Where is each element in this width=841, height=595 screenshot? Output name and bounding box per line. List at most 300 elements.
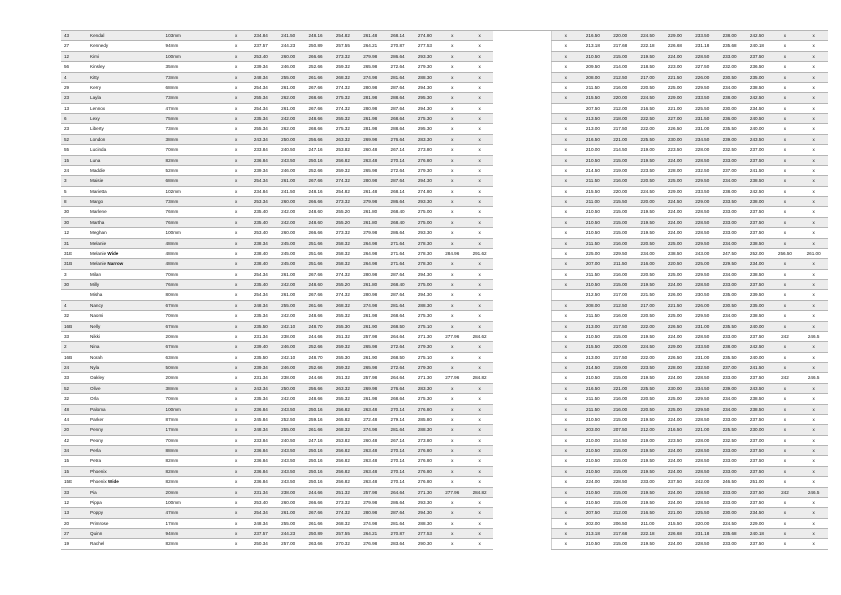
right-size-value: 223.00 bbox=[661, 62, 688, 72]
right-size-value: 215.00 bbox=[607, 331, 634, 341]
right-size-value: 222.00 bbox=[634, 124, 661, 134]
row-length: 38mm bbox=[163, 134, 226, 144]
right-size-value: 216.00 bbox=[607, 311, 634, 321]
right-size-value: 214.50 bbox=[607, 145, 634, 155]
right-size-value: 219.50 bbox=[634, 207, 661, 217]
row-number: 15 bbox=[61, 456, 87, 466]
left-size-value: 287.64 bbox=[384, 176, 411, 186]
right-size-value: 233.00 bbox=[716, 217, 743, 227]
right-size-value: 239.00 bbox=[716, 383, 743, 393]
right-size-value: 239.00 bbox=[716, 134, 743, 144]
left-size-value: 253.40 bbox=[247, 228, 274, 238]
right-size-value: x bbox=[799, 51, 828, 61]
left-size-value: x bbox=[225, 114, 247, 124]
left-size-value: 280.98 bbox=[357, 508, 384, 518]
left-size-value: x bbox=[466, 466, 493, 476]
left-size-value: 250.16 bbox=[302, 404, 329, 414]
right-size-value: x bbox=[552, 238, 579, 248]
left-size-value: 269.98 bbox=[357, 134, 384, 144]
row-length: 68mm bbox=[163, 82, 226, 92]
right-size-value: 226.68 bbox=[661, 529, 688, 539]
right-size-value: x bbox=[552, 228, 579, 238]
left-size-value: 252.66 bbox=[302, 62, 329, 72]
right-size-value: 235.68 bbox=[716, 41, 743, 51]
right-size-value: 215.50 bbox=[607, 197, 634, 207]
left-size-value: 278.30 bbox=[411, 248, 438, 258]
left-size-value: 244.23 bbox=[275, 41, 302, 51]
left-size-value: 256.82 bbox=[329, 466, 356, 476]
right-size-value: 212.50 bbox=[607, 72, 634, 82]
left-size-value: 275.30 bbox=[411, 114, 438, 124]
column-gap bbox=[493, 311, 552, 321]
row-number: 30 bbox=[61, 207, 87, 217]
right-size-value: 233.50 bbox=[689, 342, 716, 352]
name-text: Melanie bbox=[90, 261, 107, 267]
row-name bbox=[87, 31, 163, 41]
right-size-value: 229.00 bbox=[743, 518, 770, 528]
left-size-value: x bbox=[466, 456, 493, 466]
right-size-value: x bbox=[799, 145, 828, 155]
right-size-value: 242.50 bbox=[743, 31, 770, 41]
column-gap bbox=[493, 394, 552, 404]
left-size-value: 261.98 bbox=[357, 394, 384, 404]
right-size-value: x bbox=[552, 529, 579, 539]
right-size-value: x bbox=[552, 342, 579, 352]
right-size-value: 233.00 bbox=[716, 373, 743, 383]
left-size-value: 264.21 bbox=[357, 41, 384, 51]
table-row bbox=[61, 383, 828, 393]
right-size-value: x bbox=[552, 487, 579, 497]
row-number: 4 bbox=[61, 300, 87, 310]
right-size-value: x bbox=[771, 404, 800, 414]
right-size-value: x bbox=[771, 134, 800, 144]
right-size-value: 233.00 bbox=[716, 331, 743, 341]
left-size-value: 287.64 bbox=[384, 508, 411, 518]
left-size-value: 250.16 bbox=[302, 477, 329, 487]
left-size-value: 250.00 bbox=[275, 383, 302, 393]
right-size-value: 210.00 bbox=[579, 435, 606, 445]
right-size-value: x bbox=[552, 394, 579, 404]
right-size-value: 238.50 bbox=[743, 311, 770, 321]
row-length: 63mm bbox=[163, 352, 226, 362]
column-gap bbox=[493, 342, 552, 352]
right-size-value: 220.00 bbox=[607, 186, 634, 196]
right-size-value: 202.00 bbox=[579, 518, 606, 528]
left-size-value: 238.40 bbox=[247, 248, 274, 258]
right-size-value: x bbox=[799, 217, 828, 227]
right-size-value: 215.50 bbox=[579, 186, 606, 196]
row-name bbox=[87, 466, 163, 476]
right-size-value: 212.50 bbox=[607, 300, 634, 310]
left-size-value: 264.64 bbox=[384, 331, 411, 341]
row-name bbox=[87, 124, 163, 134]
table-row bbox=[61, 487, 828, 497]
table-row bbox=[61, 497, 828, 507]
left-size-value: x bbox=[225, 508, 247, 518]
left-size-value: 259.32 bbox=[329, 165, 356, 175]
row-number: 32 bbox=[61, 394, 87, 404]
left-size-value: 245.00 bbox=[275, 238, 302, 248]
left-size-value: 239.40 bbox=[247, 342, 274, 352]
right-size-value: 219.50 bbox=[634, 228, 661, 238]
right-size-value: 233.50 bbox=[689, 31, 716, 41]
right-size-value: x bbox=[552, 186, 579, 196]
row-name bbox=[87, 290, 163, 300]
right-size-value: 220.00 bbox=[607, 93, 634, 103]
name-text: Margo bbox=[90, 199, 104, 204]
row-length: 73mm bbox=[163, 72, 226, 82]
left-size-value: 276.80 bbox=[411, 456, 438, 466]
right-size-value: 225.50 bbox=[634, 383, 661, 393]
left-size-value: 242.10 bbox=[275, 321, 302, 331]
left-size-value: 261.48 bbox=[357, 186, 384, 196]
right-size-value: x bbox=[771, 62, 800, 72]
left-size-value: 266.66 bbox=[302, 51, 329, 61]
left-size-value: 279.30 bbox=[411, 62, 438, 72]
left-size-value: 271.64 bbox=[384, 259, 411, 269]
left-size-value: x bbox=[225, 72, 247, 82]
table-row bbox=[61, 311, 828, 321]
right-size-value: 239.50 bbox=[743, 290, 770, 300]
right-size-value: 226.00 bbox=[661, 290, 688, 300]
right-size-value: x bbox=[799, 238, 828, 248]
left-size-value: x bbox=[466, 93, 493, 103]
left-size-value: 242.00 bbox=[275, 280, 302, 290]
right-size-value: x bbox=[552, 331, 579, 341]
left-size-value: 236.84 bbox=[247, 456, 274, 466]
right-size-value: 233.00 bbox=[716, 539, 743, 549]
left-size-value: 277.96 bbox=[439, 487, 466, 497]
right-size-value: 219.50 bbox=[634, 373, 661, 383]
row-length: 100mm bbox=[163, 51, 226, 61]
left-size-value: x bbox=[439, 529, 466, 539]
row-number: 20 bbox=[61, 425, 87, 435]
right-size-value: 226.00 bbox=[689, 300, 716, 310]
right-size-value: 242 bbox=[771, 487, 800, 497]
row-number: 12 bbox=[61, 228, 87, 238]
table-row bbox=[61, 414, 828, 424]
name-text: Lexy bbox=[90, 116, 100, 121]
right-size-value: 224.50 bbox=[716, 518, 743, 528]
right-size-value: x bbox=[552, 539, 579, 549]
left-size-value: x bbox=[225, 394, 247, 404]
right-size-value: 225.50 bbox=[716, 425, 743, 435]
left-size-value: 266.66 bbox=[302, 197, 329, 207]
left-size-value: 269.98 bbox=[357, 383, 384, 393]
row-name bbox=[87, 363, 163, 373]
table-row bbox=[61, 425, 828, 435]
right-size-value: 237.50 bbox=[743, 228, 770, 238]
right-size-value: 234.50 bbox=[689, 134, 716, 144]
right-size-value: 234.00 bbox=[716, 269, 743, 279]
right-size-value: x bbox=[771, 217, 800, 227]
right-size-value: x bbox=[771, 51, 800, 61]
left-size-value: x bbox=[225, 145, 247, 155]
left-size-value: 255.32 bbox=[329, 394, 356, 404]
left-size-value: 248.34 bbox=[247, 72, 274, 82]
row-name bbox=[87, 435, 163, 445]
left-size-value: x bbox=[225, 446, 247, 456]
right-size-value: 224.00 bbox=[661, 155, 688, 165]
row-number: 23 bbox=[61, 124, 87, 134]
left-size-value: 250.89 bbox=[302, 529, 329, 539]
left-size-value: 266.66 bbox=[302, 497, 329, 507]
left-size-value: 277.96 bbox=[439, 373, 466, 383]
row-length: 76mm bbox=[163, 280, 226, 290]
left-size-value: 284.62 bbox=[466, 331, 493, 341]
name-text: Oakley bbox=[90, 375, 105, 381]
right-size-value: 231.50 bbox=[689, 114, 716, 124]
left-size-value: x bbox=[225, 352, 247, 362]
left-size-value: 239.34 bbox=[247, 165, 274, 175]
right-size-value: 237.50 bbox=[743, 414, 770, 424]
left-size-value: 246.00 bbox=[275, 363, 302, 373]
left-size-value: 238.00 bbox=[275, 373, 302, 383]
left-size-value: 246.00 bbox=[275, 342, 302, 352]
right-size-value: x bbox=[771, 539, 800, 549]
left-size-value: 255.20 bbox=[329, 207, 356, 217]
left-size-value: 231.34 bbox=[247, 331, 274, 341]
left-size-value: 241.50 bbox=[275, 186, 302, 196]
right-size-value: x bbox=[552, 414, 579, 424]
row-length: 73mm bbox=[163, 93, 226, 103]
row-name bbox=[87, 114, 163, 124]
right-size-value: 207.00 bbox=[579, 259, 606, 269]
left-size-value: 261.00 bbox=[275, 82, 302, 92]
right-size-value: x bbox=[771, 446, 800, 456]
right-size-value: 210.50 bbox=[579, 217, 606, 227]
left-size-value: x bbox=[225, 497, 247, 507]
right-size-value: 215.00 bbox=[607, 497, 634, 507]
right-size-value: 230.50 bbox=[716, 72, 743, 82]
left-size-value: x bbox=[466, 217, 493, 227]
left-size-value: 294.30 bbox=[411, 176, 438, 186]
left-size-value: 265.98 bbox=[357, 363, 384, 373]
right-size-value: x bbox=[552, 446, 579, 456]
left-size-value: 267.66 bbox=[302, 103, 329, 113]
right-size-value: 232.50 bbox=[689, 363, 716, 373]
left-size-value: 267.66 bbox=[302, 290, 329, 300]
right-size-value: 234.50 bbox=[689, 383, 716, 393]
row-number: 6 bbox=[61, 114, 87, 124]
right-size-value: 217.50 bbox=[607, 321, 634, 331]
left-size-value: 272.64 bbox=[384, 342, 411, 352]
right-size-value: 235.00 bbox=[743, 300, 770, 310]
name-text: Rachel bbox=[90, 541, 105, 547]
right-size-value: x bbox=[771, 176, 800, 186]
left-size-value: 235.34 bbox=[247, 311, 274, 321]
left-size-value: 254.34 bbox=[247, 508, 274, 518]
right-size-value: x bbox=[552, 373, 579, 383]
left-size-value: 281.98 bbox=[357, 93, 384, 103]
right-size-value: 214.50 bbox=[579, 165, 606, 175]
right-size-value: 216.50 bbox=[579, 134, 606, 144]
right-size-value: 235.68 bbox=[716, 529, 743, 539]
row-number: 8 bbox=[61, 197, 87, 207]
right-size-value: 213.00 bbox=[579, 124, 606, 134]
column-gap bbox=[493, 280, 552, 290]
right-size-value: 212.00 bbox=[607, 508, 634, 518]
row-length: 67mm bbox=[163, 300, 226, 310]
name-text: Parker bbox=[90, 416, 104, 422]
right-size-value: x bbox=[771, 394, 800, 404]
column-gap bbox=[493, 383, 552, 393]
left-size-value: x bbox=[466, 529, 493, 539]
left-size-value: 235.40 bbox=[247, 217, 274, 227]
row-name bbox=[87, 51, 163, 61]
right-size-value: 234.00 bbox=[716, 238, 743, 248]
left-size-value: x bbox=[225, 529, 247, 539]
right-size-value: x bbox=[552, 155, 579, 165]
right-size-value: 213.50 bbox=[579, 114, 606, 124]
row-name bbox=[87, 446, 163, 456]
right-size-value: 211.50 bbox=[579, 394, 606, 404]
table-row bbox=[61, 155, 828, 165]
left-size-value: 273.32 bbox=[329, 228, 356, 238]
table-row bbox=[61, 477, 828, 487]
right-size-value: x bbox=[799, 529, 828, 539]
table-row bbox=[61, 176, 828, 186]
left-size-value: x bbox=[466, 342, 493, 352]
right-size-value: x bbox=[771, 497, 800, 507]
row-number: 55 bbox=[61, 145, 87, 155]
right-size-value: x bbox=[771, 197, 800, 207]
row-length: 100mm bbox=[163, 228, 226, 238]
right-size-value: x bbox=[799, 103, 828, 113]
left-size-value: 279.98 bbox=[357, 197, 384, 207]
right-size-value: x bbox=[771, 425, 800, 435]
left-size-value: 253.82 bbox=[329, 145, 356, 155]
right-size-value: 228.50 bbox=[689, 497, 716, 507]
table-row bbox=[61, 31, 828, 41]
column-gap bbox=[493, 72, 552, 82]
right-size-value: 240.00 bbox=[743, 321, 770, 331]
left-size-value: 279.98 bbox=[357, 228, 384, 238]
left-size-value: 235.50 bbox=[247, 321, 274, 331]
left-size-value: x bbox=[225, 477, 247, 487]
left-size-value: 251.32 bbox=[329, 331, 356, 341]
right-size-value: 228.50 bbox=[689, 487, 716, 497]
row-name bbox=[87, 404, 163, 414]
right-size-value: x bbox=[771, 435, 800, 445]
row-name bbox=[87, 259, 163, 269]
right-size-value: 220.50 bbox=[634, 269, 661, 279]
right-size-value: x bbox=[552, 456, 579, 466]
right-size-value: 207.50 bbox=[607, 425, 634, 435]
row-name bbox=[87, 93, 163, 103]
left-size-value: 261.00 bbox=[275, 290, 302, 300]
right-size-value: x bbox=[799, 269, 828, 279]
right-size-value: 233.00 bbox=[716, 497, 743, 507]
row-length: 20mm bbox=[163, 373, 226, 383]
left-size-value: 294.30 bbox=[411, 290, 438, 300]
right-size-value: 224.50 bbox=[634, 186, 661, 196]
row-length: 94mm bbox=[163, 529, 226, 539]
name-text: Misha bbox=[90, 292, 103, 298]
table-row bbox=[61, 321, 828, 331]
row-length: 70mm bbox=[163, 435, 226, 445]
right-size-value: 214.50 bbox=[607, 435, 634, 445]
right-size-value: x bbox=[799, 456, 828, 466]
left-size-value: x bbox=[466, 31, 493, 41]
right-size-value: 232.00 bbox=[716, 62, 743, 72]
right-size-value: 223.50 bbox=[661, 435, 688, 445]
right-size-value: x bbox=[552, 363, 579, 373]
left-size-value: 243.34 bbox=[247, 383, 274, 393]
right-size-value: 224.50 bbox=[634, 93, 661, 103]
right-size-value: 236.50 bbox=[743, 62, 770, 72]
left-size-value: 252.50 bbox=[275, 414, 302, 424]
table-row bbox=[61, 124, 828, 134]
row-number: 23 bbox=[61, 93, 87, 103]
left-size-value: 261.98 bbox=[357, 311, 384, 321]
left-size-value: 274.98 bbox=[357, 300, 384, 310]
left-size-value: 274.32 bbox=[329, 269, 356, 279]
left-size-value: 237.57 bbox=[247, 529, 274, 539]
row-number: 30 bbox=[61, 217, 87, 227]
name-text: Penny bbox=[90, 427, 104, 433]
right-size-value: 209.50 bbox=[579, 62, 606, 72]
left-size-value: 268.32 bbox=[329, 300, 356, 310]
right-size-value: x bbox=[552, 72, 579, 82]
column-gap bbox=[493, 539, 552, 549]
right-size-value: x bbox=[799, 207, 828, 217]
right-size-value: 216.00 bbox=[607, 404, 634, 414]
right-size-value: x bbox=[552, 466, 579, 476]
name-text: Nina bbox=[90, 344, 100, 350]
left-size-value: x bbox=[466, 290, 493, 300]
right-size-value: 225.50 bbox=[689, 508, 716, 518]
left-size-value: x bbox=[466, 51, 493, 61]
right-size-value: x bbox=[771, 300, 800, 310]
left-size-value: 268.14 bbox=[384, 186, 411, 196]
right-size-value: 220.00 bbox=[634, 197, 661, 207]
left-size-value: 274.32 bbox=[329, 508, 356, 518]
table-body bbox=[61, 31, 828, 550]
table-row bbox=[61, 165, 828, 175]
table-row bbox=[61, 352, 828, 362]
right-size-value: 229.50 bbox=[689, 238, 716, 248]
right-size-value: 224.00 bbox=[579, 477, 606, 487]
row-name bbox=[87, 217, 163, 227]
left-size-value: 277.53 bbox=[411, 41, 438, 51]
right-size-value: 238.00 bbox=[716, 93, 743, 103]
left-size-value: 287.64 bbox=[384, 269, 411, 279]
right-size-value: x bbox=[552, 352, 579, 362]
left-size-value: 250.16 bbox=[302, 456, 329, 466]
right-size-value: 230.00 bbox=[716, 103, 743, 113]
name-text: Luna bbox=[90, 157, 101, 163]
right-size-value: 225.00 bbox=[661, 404, 688, 414]
table-row bbox=[61, 446, 828, 456]
left-size-value: x bbox=[439, 62, 466, 72]
row-length: 75mm bbox=[163, 114, 226, 124]
right-size-value: 217.00 bbox=[634, 72, 661, 82]
left-size-value: 231.34 bbox=[247, 487, 274, 497]
column-gap bbox=[493, 145, 552, 155]
left-size-value: 251.66 bbox=[302, 238, 329, 248]
column-gap bbox=[493, 114, 552, 124]
left-size-value: 274.80 bbox=[411, 31, 438, 41]
left-size-value: 239.34 bbox=[247, 363, 274, 373]
left-size-value: 263.48 bbox=[357, 404, 384, 414]
right-size-value: 216.00 bbox=[607, 269, 634, 279]
row-length: 48mm bbox=[163, 238, 226, 248]
left-size-value: x bbox=[225, 176, 247, 186]
column-gap bbox=[493, 446, 552, 456]
left-size-value: 251.66 bbox=[302, 259, 329, 269]
right-size-value: 210.50 bbox=[579, 497, 606, 507]
